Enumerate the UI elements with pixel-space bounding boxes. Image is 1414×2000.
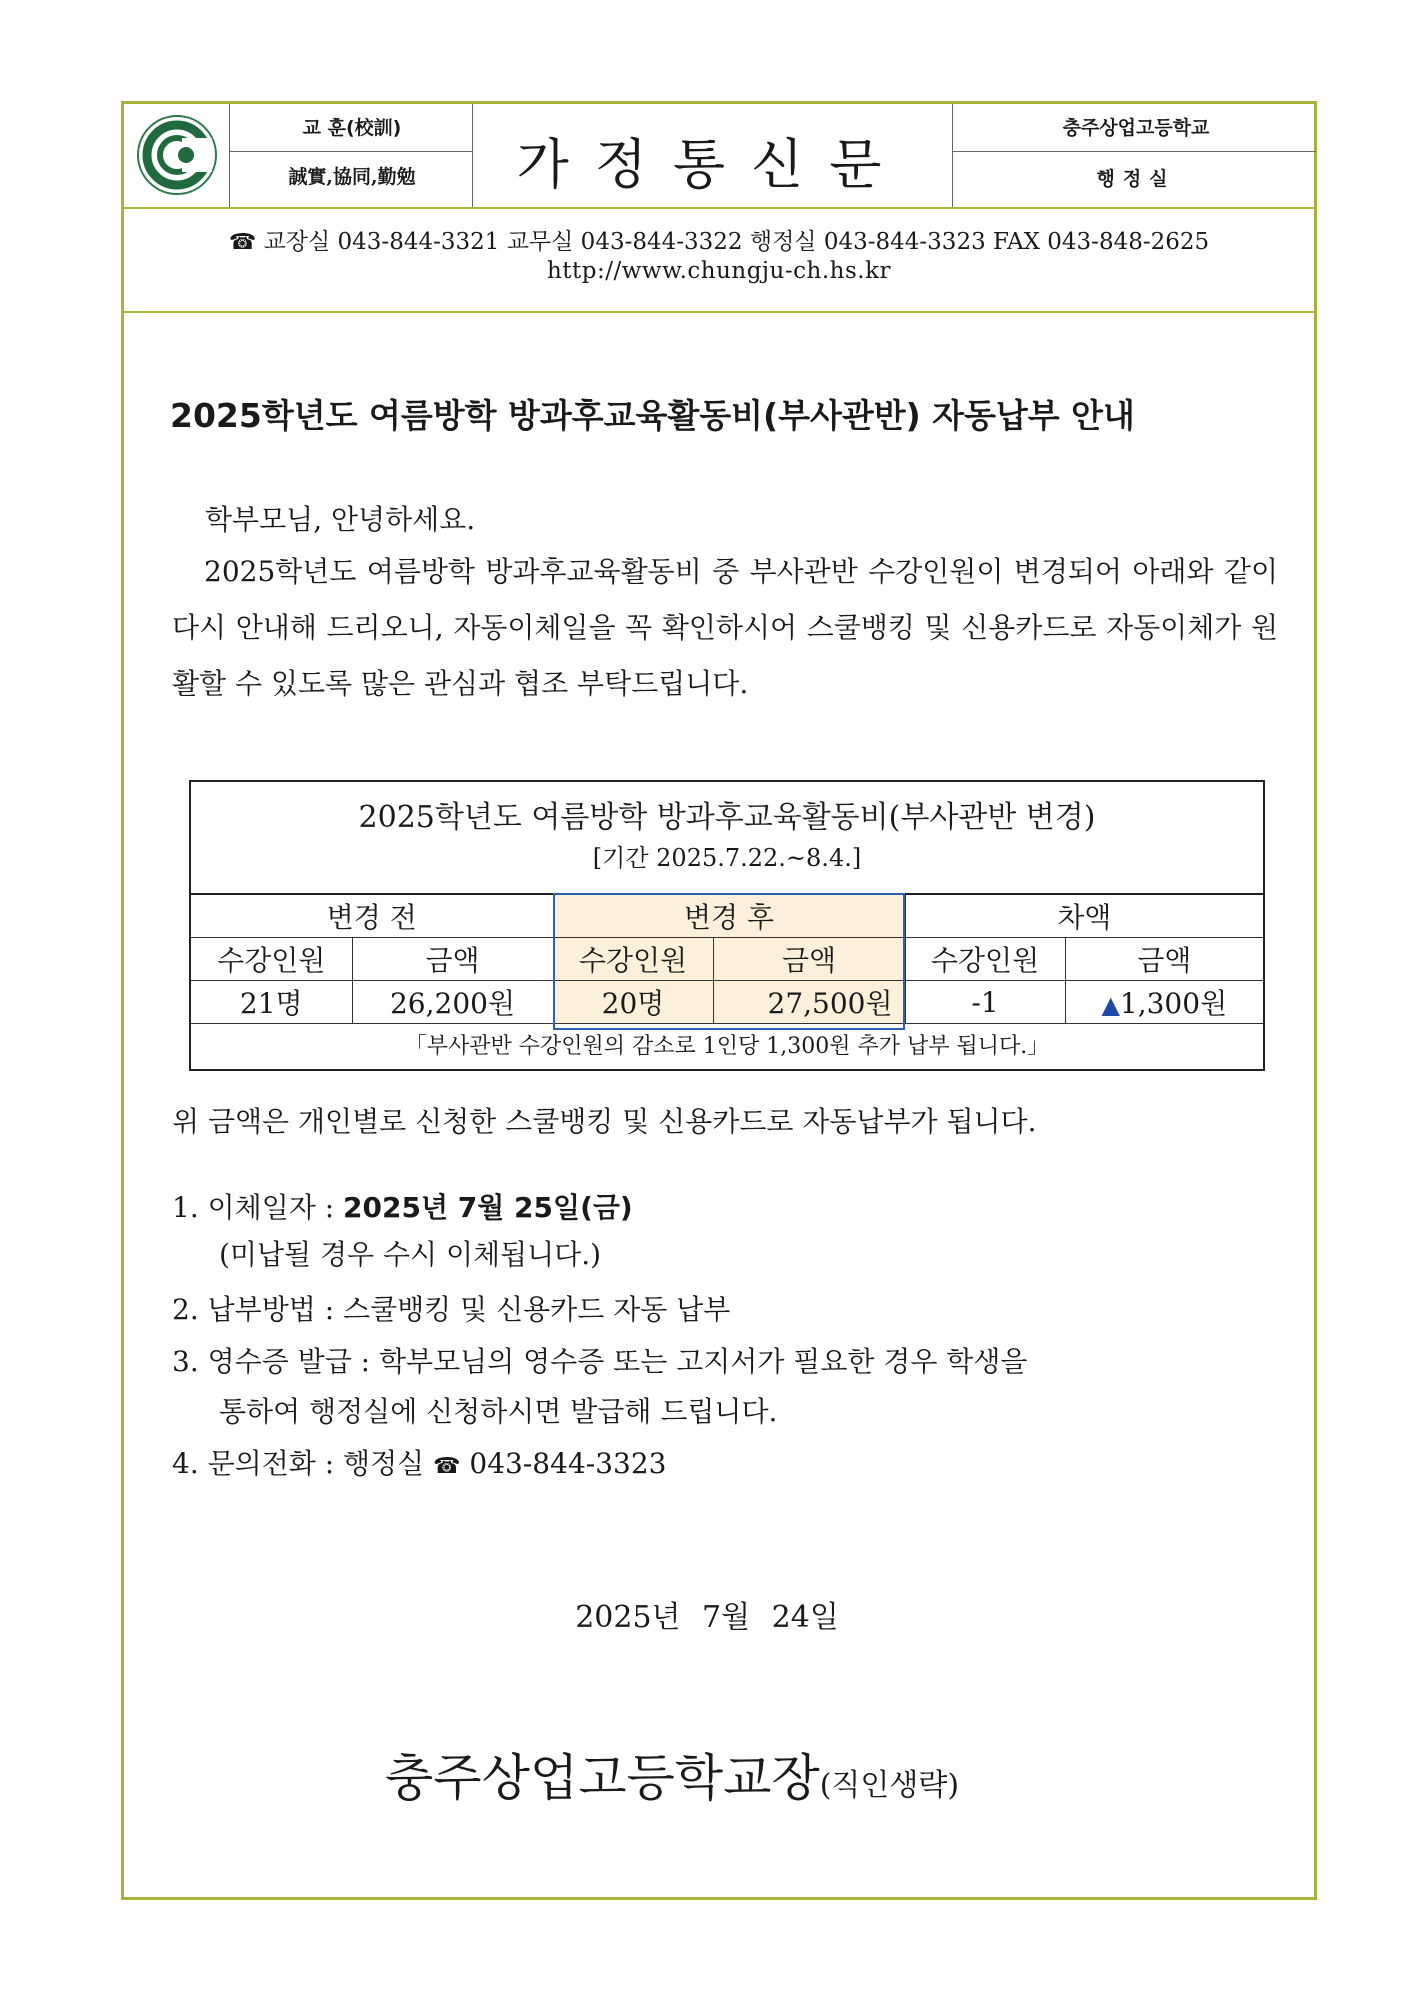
contact-phones <box>124 223 1314 256</box>
item-1-label: 1. 이체일자 : <box>172 1191 344 1224</box>
group-diff-header: 차액 <box>905 894 1263 938</box>
seal-note: (직인생략) <box>819 1768 960 1803</box>
table-period: [기간 2025.7.22.~8.4.] <box>592 844 862 872</box>
diff-amount-value: 1,300원 <box>1119 987 1228 1020</box>
table-title: 2025학년도 여름방학 방과후교육활동비(부사관반 변경) <box>358 800 1096 835</box>
item-transfer-note: (미납될 경우 수시 이체됩니다.) <box>219 1238 602 1271</box>
phone-icon: ☎ <box>433 1454 461 1479</box>
contact-phone: 043-844-3323 <box>469 1447 667 1480</box>
after-count-cell: 20명 <box>553 981 713 1024</box>
diff-count-cell: -1 <box>905 981 1065 1024</box>
diff-amount-header: 금액 <box>1065 938 1263 981</box>
greeting: 학부모님, 안녕하세요. <box>205 503 476 536</box>
notice-title: 2025학년도 여름방학 방과후교육활동비(부사관반) 자동납부 안내 <box>170 396 1135 435</box>
principal-signature <box>385 1738 959 1810</box>
transfer-date: 2025년 7월 25일(금) <box>343 1191 633 1224</box>
letter-header <box>124 104 1314 209</box>
diff-amount-cell <box>1065 981 1263 1024</box>
group-after-header: 변경 후 <box>553 894 905 938</box>
motto-value: 誠實,協同,勤勉 <box>288 166 416 188</box>
diff-count-header: 수강인원 <box>905 938 1065 981</box>
contact-phones-text: 교장실 043-844-3321 교무실 043-844-3322 행정실 043-844-3323 FAX 043-848-2625 <box>263 229 1210 255</box>
item-receipt-cont: 통하여 행정실에 신청하시면 발급해 드립니다. <box>219 1395 778 1428</box>
item-contact <box>172 1444 666 1487</box>
table-note: 「부사관반 수강인원의 감소로 1인당 1,300원 추가 납부 됩니다.」 <box>191 1024 1263 1065</box>
phone-icon: ☎ <box>228 230 257 255</box>
school-logo-icon <box>136 114 218 196</box>
item-transfer-date <box>172 1188 633 1228</box>
after-amount-cell: 27,500원 <box>713 981 905 1024</box>
before-count-cell: 21명 <box>191 981 352 1024</box>
intro-paragraph: 2025학년도 여름방학 방과후교육활동비 중 부사관반 수강인원이 변경되어 아래와 같이 다시 안내해 드리오니, 자동이체일을 꼭 확인하시어 스쿨뱅킹 및 신용카드로 자동이체가 원활할 수 있도록 많은 관심과 협조 부탁드립니다. <box>172 555 1278 700</box>
group-before-header: 변경 전 <box>191 894 553 938</box>
issue-date: 2025년 7월 24일 <box>575 1600 839 1635</box>
contact-band <box>124 209 1314 313</box>
fee-change-table <box>189 780 1265 1071</box>
payment-note: 위 금액은 개인별로 신청한 스쿨뱅킹 및 신용카드로 자동납부가 됩니다. <box>172 1105 1037 1138</box>
after-count-header: 수강인원 <box>553 938 713 981</box>
before-amount-cell: 26,200원 <box>352 981 553 1024</box>
item-4-label: 4. 문의전화 : 행정실 <box>172 1447 434 1480</box>
principal-name: 충주상업고등학교장 <box>385 1749 820 1807</box>
school-name: 충주상업고등학교 <box>1062 117 1210 139</box>
document-type-title: 가정통신문 <box>516 133 908 196</box>
school-url[interactable]: http://www.chungju-ch.hs.kr <box>546 258 892 284</box>
after-amount-header: 금액 <box>713 938 905 981</box>
before-amount-header: 금액 <box>352 938 553 981</box>
office-name: 행정실 <box>1096 168 1176 190</box>
item-payment-method: 2. 납부방법 : 스쿨뱅킹 및 신용카드 자동 납부 <box>172 1293 731 1326</box>
triangle-up-icon: ▲ <box>1101 991 1120 1019</box>
fee-grid <box>191 893 1263 1064</box>
before-count-header: 수강인원 <box>191 938 352 981</box>
item-receipt: 3. 영수증 발급 : 학부모님의 영수증 또는 고지서가 필요한 경우 학생을 <box>172 1345 1028 1378</box>
motto-label: 교 훈(校訓) <box>302 117 402 139</box>
